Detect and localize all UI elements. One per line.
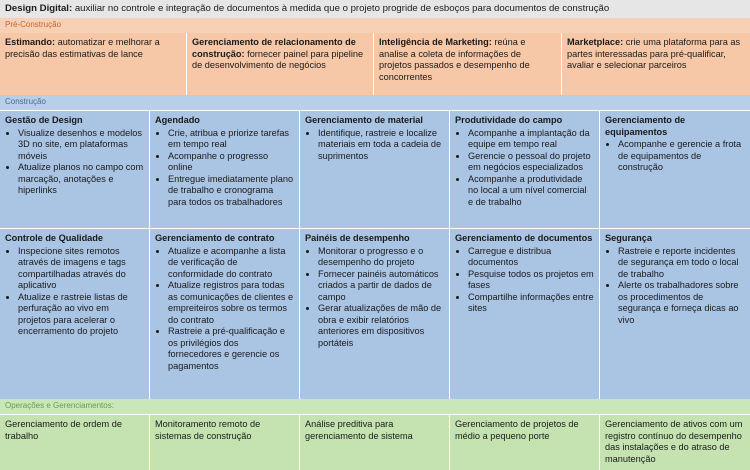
item-text: fornecer painel para pipeline de desenvolvimento de negócios xyxy=(192,48,364,70)
card-bullet: • Atualize e acompanhe a lista de verificação de conformidade do contrato xyxy=(168,246,294,281)
item-title: Estimando: xyxy=(5,37,56,47)
card-bullet: • Gerar atualizações de mão de obra e exibir relatórios anteriores em dispositivos portáteis xyxy=(318,303,444,349)
item-text: crie uma plataforma para as partes interessadas para pré-qualificar, avaliar e selecionar parceiros xyxy=(567,37,741,70)
preconstruction-section-label: Pré-Construção xyxy=(0,18,750,33)
item-title: Inteligência de Marketing: xyxy=(379,37,492,47)
card-bullet: • Gerencie o pessoal do projeto em negócios especializados xyxy=(468,151,594,174)
operations-item-predictive-analysis: Análise preditiva para gerenciamento de sistema xyxy=(300,414,450,470)
card-title: Controle de Qualidade xyxy=(5,233,104,243)
card-title: Agendado xyxy=(155,115,200,125)
card-bullet: • Acompanhe e gerencie a frota de equipamentos de construção xyxy=(618,139,745,174)
card-bullet: • Crie, atribua e priorize tarefas em tempo real xyxy=(168,128,294,151)
card-bullet: • Inspecione sites remotos através de imagens e tags compartilhadas através do aplicativo xyxy=(18,246,144,292)
card-bullet: • Visualize desenhos e modelos 3D no site, em plataformas móveis xyxy=(18,128,144,163)
item-text: automatizar e melhorar a precisão das estimativas de lance xyxy=(5,37,160,59)
construction-row-2 xyxy=(0,228,750,399)
construction-card-performance-dashboards xyxy=(300,228,450,399)
card-bullet: • Fornecer painéis automáticos criados a partir de dados de campo xyxy=(318,269,444,304)
construction-card-design-management xyxy=(0,110,150,228)
preconstruction-item-marketing xyxy=(374,33,562,95)
preconstruction-row xyxy=(0,33,750,95)
preconstruction-item-crm xyxy=(187,33,374,95)
card-bullet: • Rastreie e reporte incidentes de segurança em todo o local de trabalho xyxy=(618,246,745,281)
item-title: Gerenciamento de relacionamento de construção: xyxy=(192,37,356,59)
item-text: reúna e analise a coleta de informações de projetos passados e desempenho de concorrentes xyxy=(379,37,530,82)
operations-row xyxy=(0,414,750,470)
construction-row-1 xyxy=(0,110,750,228)
preconstruction-item-marketplace xyxy=(562,33,750,95)
card-title: Gerenciamento de equipamentos xyxy=(605,115,686,137)
card-bullet: • Atualize planos no campo com marcação, anotações e hiperlinks xyxy=(18,162,144,197)
card-bullet: • Compartilhe informações entre sites xyxy=(468,292,594,315)
header-label: Design Digital: xyxy=(5,3,73,14)
card-bullet: • Entregue imediatamente plano de trabalho e cronograma para todos os trabalhadores xyxy=(168,174,294,209)
operations-item-asset-management: Gerenciamento de ativos com um registro contínuo do desempenho das instalações e do atraso de manutenção xyxy=(600,414,750,470)
operations-item-project-management: Gerenciamento de projetos de médio a pequeno porte xyxy=(450,414,600,470)
card-bullet: • Identifique, rastreie e localize materiais em toda a cadeia de suprimentos xyxy=(318,128,444,163)
card-bullet: • Monitorar o progresso e o desempenho do projeto xyxy=(318,246,444,269)
operations-item-remote-monitoring: Monitoramento remoto de sistemas de construção xyxy=(150,414,300,470)
card-bullet: • Atualize e rastreie listas de perfuração ao vivo em projetos para acelerar o encerramento do projeto xyxy=(18,292,144,338)
card-title: Painéis de desempenho xyxy=(305,233,410,243)
card-bullet: • Rastreie a pré-qualificação e os privilégios dos fornecedores e gerencie os pagamentos xyxy=(168,326,294,372)
card-title: Gestão de Design xyxy=(5,115,83,125)
card-title: Segurança xyxy=(605,233,652,243)
item-title: Marketplace: xyxy=(567,37,624,47)
card-bullet: • Acompanhe a implantação da equipe em tempo real xyxy=(468,128,594,151)
construction-card-safety xyxy=(600,228,750,399)
operations-item-work-orders: Gerenciamento de ordem de trabalho xyxy=(0,414,150,470)
operations-section-label: Operações e Gerenciamentos: xyxy=(0,399,750,414)
construction-card-scheduling xyxy=(150,110,300,228)
card-bullet: • Carregue e distribua documentos xyxy=(468,246,594,269)
card-bullet: • Pesquise todos os projetos em fases xyxy=(468,269,594,292)
card-bullet: • Acompanhe o progresso online xyxy=(168,151,294,174)
construction-card-equipment-management xyxy=(600,110,750,228)
construction-card-contract-management xyxy=(150,228,300,399)
card-title: Produtividade do campo xyxy=(455,115,563,125)
construction-section-label: Construção xyxy=(0,95,750,110)
header-text: auxiliar no controle e integração de documentos à medida que o projeto progride de esboços para documentos de construção xyxy=(72,3,610,14)
card-bullet: • Atualize registros para todas as comunicações de clientes e empreiteiros sobre os termos do contrato xyxy=(168,280,294,326)
construction-card-quality-control xyxy=(0,228,150,399)
card-title: Gerenciamento de documentos xyxy=(455,233,593,243)
card-title: Gerenciamento de material xyxy=(305,115,423,125)
card-bullet: • Alerte os trabalhadores sobre os procedimentos de segurança e forneça dicas ao vivo xyxy=(618,280,745,326)
construction-card-document-management xyxy=(450,228,600,399)
card-title: Gerenciamento de contrato xyxy=(155,233,275,243)
card-bullet: • Acompanhe a produtividade no local a um nível comercial e de trabalho xyxy=(468,174,594,209)
preconstruction-item-estimating xyxy=(0,33,187,95)
construction-card-material-management xyxy=(300,110,450,228)
construction-card-field-productivity xyxy=(450,110,600,228)
diagram-header xyxy=(0,0,750,18)
